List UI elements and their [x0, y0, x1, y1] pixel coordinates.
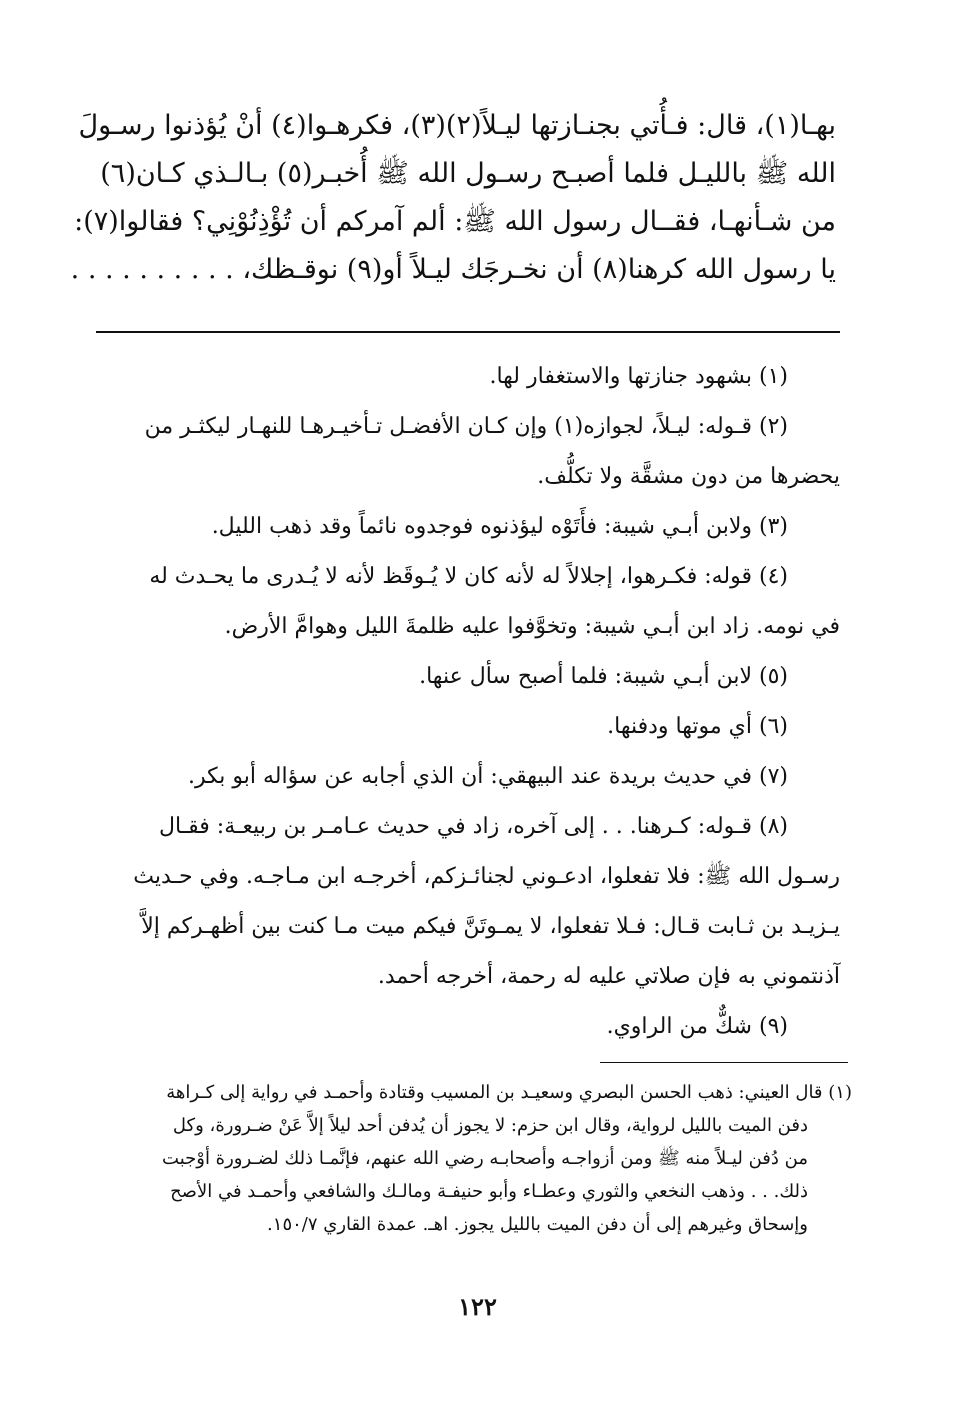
footnote-line: (٨) قـوله: كـرهنا. . . إلى آخره، زاد في حديث عـامـر بن ربيعـة: فقـال — [159, 814, 788, 839]
sub-footnote — [100, 1076, 852, 1241]
footnote-7 — [100, 752, 840, 802]
footnote-line: يـزيـد بن ثـابت قـال: فـلا تفعلوا، لا يمـوتَنَّ فيكم ميت مـا كنت بين أظهـركم إلاَّ — [141, 914, 840, 939]
footnote-1 — [100, 352, 840, 402]
footnote-4 — [100, 552, 840, 652]
sub-footnote-line: من دُفن ليـلاً منه ﷺ ومن أزواجـه وأصحابـه رضي الله عنهم، فإنَّمـا ذلك لضـرورة أوْجبت — [162, 1148, 808, 1169]
main-text — [70, 102, 836, 294]
footnote-line: (٥) لابن أبـي شيبة: فلما أصبح سأل عنها. — [419, 664, 788, 689]
footnote-line: (١) بشهود جنازتها والاستغفار لها. — [489, 364, 788, 389]
sub-footnote-line: وإسحاق وغيرهم إلى أن دفن الميت بالليل يجوز. اهـ. عمدة القاري ١٥٠/٧. — [267, 1214, 808, 1235]
sub-footnote-line: (١) قال العيني: ذهب الحسن البصري وسعيـد بن المسيب وقتادة وأحمـد في رواية إلى كـراهة — [166, 1082, 852, 1103]
footnote-line: (٦) أي موتها ودفنها. — [607, 714, 788, 739]
sub-footnote-line: ذلك. . . وذهب النخعي والثوري وعطـاء وأبو حنيفـة ومالـك والشافعي وأحمـد في الأصح — [170, 1181, 808, 1202]
sub-footnote-line: دفن الميت بالليل لرواية، وقال ابن حزم: لا يجوز أن يُدفن أحد ليلاً إلاَّ عَنْ ضـرورة، وكل — [172, 1115, 808, 1136]
footnote-line: (٣) ولابن أبـي شيبة: فأَتَوْه ليؤذنوه فوجدوه نائماً وقد ذهب الليل. — [211, 514, 788, 539]
footnote-line: في نومه. زاد ابن أبـي شيبة: وتخوَّفوا عليه ظلمةَ الليل وهوامَّ الأرض. — [224, 614, 840, 639]
main-text-line: بهـا(١)، قال: فـأُتي بجنـازتها ليـلاً(٢)(٣)، فكرهـوا(٤) أنْ يُؤذنوا رسـولَ — [78, 110, 836, 141]
footnote-3 — [100, 502, 840, 552]
footnote-9 — [100, 1002, 840, 1052]
main-text-line: من شـأنهـا، فقــال رسول الله ﷺ: ألم آمركم أن تُؤْذِنُوْنِي؟ فقالوا(٧): — [74, 206, 836, 237]
footnote-5 — [100, 652, 840, 702]
footnote-line: (٩) شكٌّ من الراوي. — [606, 1014, 788, 1039]
footnote-line: (٤) قوله: فكـرهوا، إجلالاً له لأنه كان لا يُـوقَظ لأنه لا يُـدرى ما يحـدث له — [149, 564, 788, 589]
footnote-line: رسـول الله ﷺ: فلا تفعلوا، ادعـوني لجنائـزكم، أخرجـه ابن مـاجـه. وفي حـديث — [133, 864, 840, 889]
footnote-line: (٢) قـوله: ليـلاً، لجوازه(١) وإن كـان الأفضـل تـأخيـرهـا للنهـار ليكثـر من — [144, 414, 788, 439]
footnote-line: (٧) في حديث بريدة عند البيهقي: أن الذي أجابه عن سؤاله أبو بكر. — [187, 764, 788, 789]
footnotes — [100, 352, 840, 1052]
footnote-separator — [96, 331, 840, 333]
main-text-line: يا رسول الله كرهنا(٨) أن نخـرجَك ليـلاً أو(٩) نوقـظك، . . . . . . . . . . — [70, 254, 836, 285]
footnote-6 — [100, 702, 840, 752]
sub-footnote-separator — [600, 1062, 848, 1063]
page-number: ١٢٢ — [458, 1292, 497, 1321]
footnote-2 — [100, 402, 840, 502]
main-text-line: الله ﷺ بالليـل فلما أصبـح رسـول الله ﷺ أُخبـر(٥) بـالـذي كـان(٦) — [100, 158, 836, 189]
footnote-8 — [100, 802, 840, 1002]
footnote-line: آذنتموني به فإن صلاتي عليه له رحمة، أخرجه أحمد. — [377, 964, 840, 989]
footnote-line: يحضرها من دون مشقَّة ولا تكلُّف. — [537, 464, 840, 489]
